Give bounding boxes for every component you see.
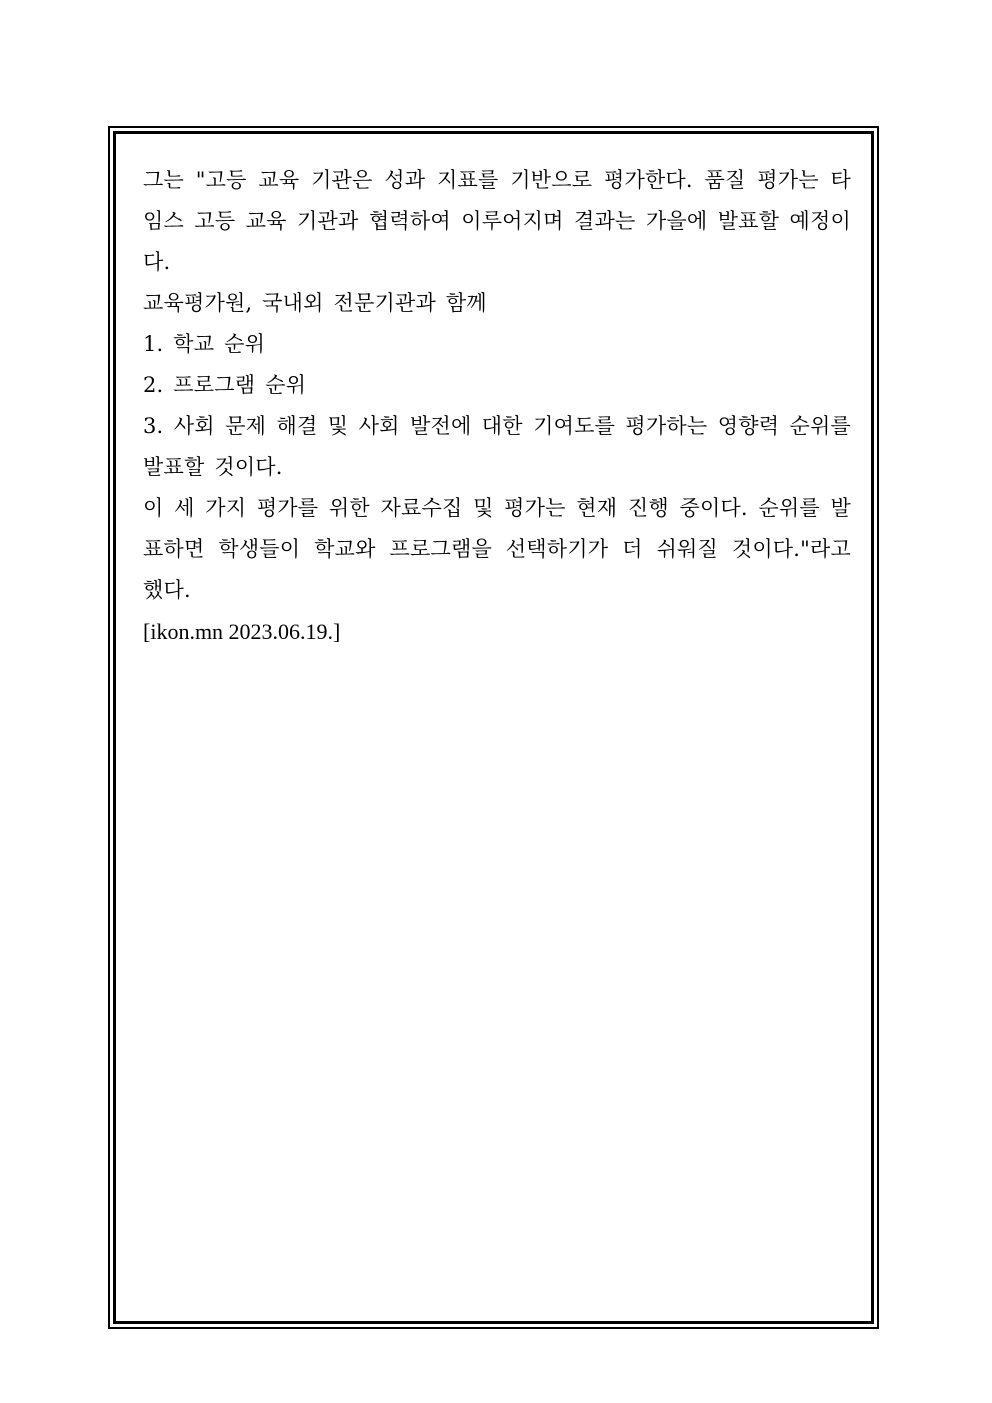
list-item-program-ranking: 2. 프로그램 순위 [143, 373, 307, 397]
quote-paragraph: 그는 "고등 교육 기관은 성과 지표를 기반으로 평가한다. 품질 평가는 타임스 고등 교육 기관과 협력하여 이루어지며 결과는 가을에 발표할 예정이다. [143, 168, 851, 274]
source-citation: [ikon.mn 2023.06.19.] [143, 619, 341, 644]
article-body [143, 160, 851, 652]
list-item-impact-ranking: 3. 사회 문제 해결 및 사회 발전에 대한 기여도를 평가하는 영향력 순위를 발표할 것이다. [143, 414, 851, 479]
intro-line: 교육평가원, 국내외 전문기관과 함께 [143, 291, 487, 315]
closing-paragraph: 이 세 가지 평가를 위한 자료수집 및 평가는 현재 진행 중이다. 순위를 발표하면 학생들이 학교와 프로그램을 선택하기가 더 쉬워질 것이다."라고 했다. [143, 496, 851, 602]
list-item-school-ranking: 1. 학교 순위 [143, 332, 266, 356]
